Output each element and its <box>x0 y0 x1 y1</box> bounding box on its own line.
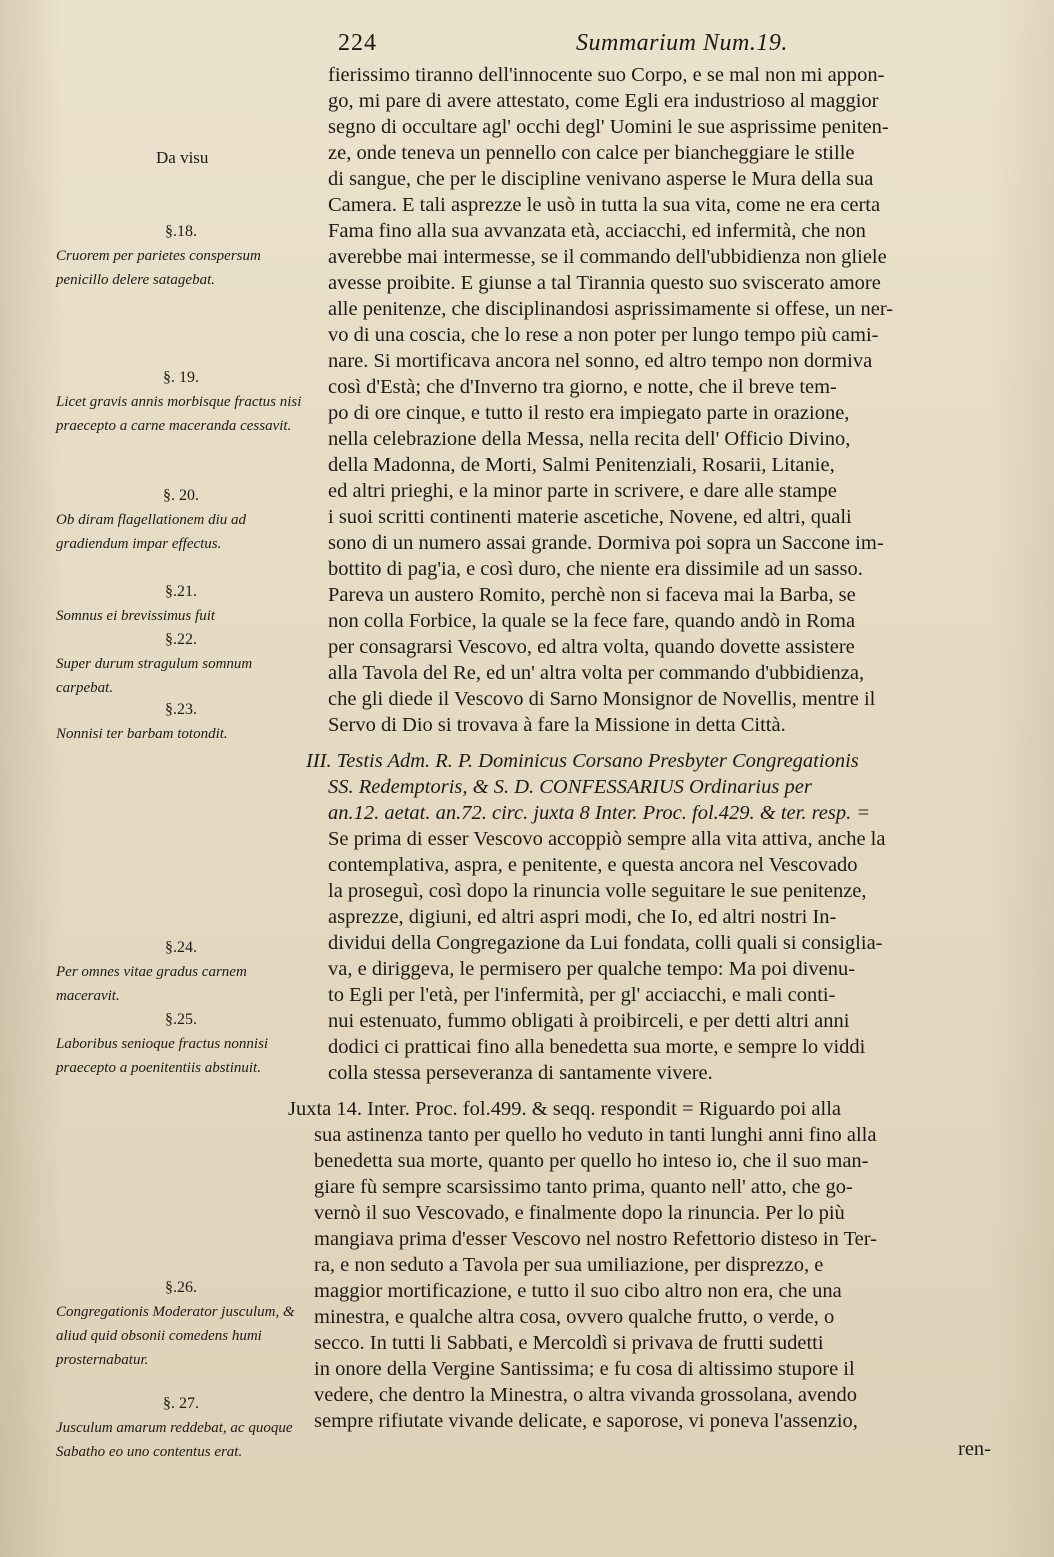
text-line: della Madonna, de Morti, Salmi Penitenziali, Rosarii, Litanie, <box>328 454 835 476</box>
margin-note-text: Super durum stragulum somnum carpebat. <box>56 656 253 696</box>
text-line: sempre rifiutate vivande delicate, e saporose, vi poneva l'assenzio, <box>314 1410 858 1432</box>
text-line: ed altri prieghi, e la minor parte in scrivere, e dare alle stampe <box>328 480 837 502</box>
text-line: nella celebrazione della Messa, nella recita dell' Officio Divino, <box>328 428 851 450</box>
text-line: maggior mortificazione, e tutto il suo cibo altro non era, che una <box>314 1280 842 1302</box>
text-line: vernò il suo Vescovado, e finalmente dopo la rinuncia. Per lo più <box>314 1202 845 1224</box>
margin-note-text: Nonnisi ter barbam totondit. <box>56 726 228 742</box>
margin-note <box>56 936 306 1008</box>
margin-note-text: Per omnes vitae gradus carnem maceravit. <box>56 964 247 1004</box>
margin-note <box>56 580 306 628</box>
margin-note-number: §.22. <box>165 631 197 648</box>
text-line: Se prima di esser Vescovo accoppiò sempre alla vita attiva, anche la <box>328 828 886 850</box>
text-line: così d'Està; che d'Inverno tra giorno, e notte, che il breve tem- <box>328 376 837 398</box>
text-line: sua astinenza tanto per quello ho veduto in tanti lunghi anni fino alla <box>314 1124 877 1146</box>
margin-note-number: §.23. <box>165 701 197 718</box>
text-line: dodici ci pratticai fino alla benedetta sua morte, e sempre lo viddi <box>328 1036 866 1058</box>
text-line: i suoi scritti continenti materie ascetiche, Novene, ed altri, quali <box>328 506 852 528</box>
text-line: giare fù sempre scarsissimo tanto prima, quanto nell' atto, che go- <box>314 1176 853 1198</box>
margin-notes <box>56 60 306 1540</box>
testis-heading-line: an.12. aetat. an.72. circ. juxta 8 Inter. Proc. fol.429. & ter. resp. = <box>328 802 871 824</box>
text-line: to Egli per l'età, per l'infermità, per gl' acciacchi, e mali conti- <box>328 984 836 1006</box>
text-line: in onore della Vergine Santissima; e fu cosa di altissimo stupore il <box>314 1358 855 1380</box>
text-line: alle penitenze, che disciplinandosi asprissimamente si offese, un ner- <box>328 298 894 320</box>
margin-note <box>56 1276 306 1372</box>
margin-note <box>56 628 306 700</box>
margin-note-number: §. 19. <box>163 369 199 386</box>
text-line: che gli diede il Vescovo di Sarno Monsignor de Novellis, mentre il <box>328 688 876 710</box>
margin-note-number: §. 20. <box>163 487 199 504</box>
margin-note <box>56 698 306 746</box>
text-line: segno di occultare agl' occhi degl' Uomini le sue asprissime peniten- <box>328 116 889 138</box>
running-head: Summarium Num.19. <box>576 30 788 56</box>
margin-note <box>56 146 306 170</box>
text-line: colla stessa perseveranza di santamente vivere. <box>328 1062 713 1084</box>
text-line: di sangue, che per le discipline venivano asperse le Mura della sua <box>328 168 874 190</box>
margin-note-number: §.18. <box>165 223 197 240</box>
text-line: benedetta sua morte, quanto per quello ho inteso io, che il suo man- <box>314 1150 869 1172</box>
text-line: secco. In tutti li Sabbati, e Mercoldì si privava de frutti sudetti <box>314 1332 824 1354</box>
margin-note-text: Laboribus senioque fractus nonnisi praecepto a poenitentiis abstinuit. <box>56 1036 269 1076</box>
text-line: alla Tavola del Re, ed un' altra volta per commando d'ubbidienza, <box>328 662 865 684</box>
margin-note-number: §.21. <box>165 583 197 600</box>
text-line: nui estenuato, fummo obligati à proibirceli, e per detti altri anni <box>328 1010 850 1032</box>
text-line: ra, e non seduto a Tavola per sua umiliazione, per disprezzo, e <box>314 1254 824 1276</box>
text-line: Fama fino alla sua avvanzata età, acciacchi, ed infermità, che non <box>328 220 866 242</box>
text-line: asprezze, digiuni, ed altri aspri modi, che Io, ed altri nostri In- <box>328 906 837 928</box>
text-line: contemplativa, aspra, e penitente, e questa ancora nel Vescovado <box>328 854 858 876</box>
margin-note <box>56 484 306 556</box>
margin-note <box>56 1008 306 1080</box>
margin-note-number: §.24. <box>165 939 197 956</box>
text-line: ze, onde teneva un pennello con calce per biancheggiare le stille <box>328 142 855 164</box>
text-line: minestra, e qualche altra cosa, ovvero qualche frutto, o verde, o <box>314 1306 835 1328</box>
text-line: nare. Si mortificava ancora nel sonno, ed altro tempo non dormiva <box>328 350 873 372</box>
juxta-heading-line: Juxta 14. Inter. Proc. fol.499. & seqq. respondit = Riguardo poi alla <box>288 1098 842 1120</box>
text-line: bottito di pag'ia, e così duro, che niente era dissimile ad un sasso. <box>328 558 863 580</box>
margin-note-text: Jusculum amarum reddebat, ac quoque Sabatho eo uno contentus erat. <box>56 1420 293 1460</box>
margin-note-text: Somnus ei brevissimus fuit <box>56 608 216 624</box>
text-line: avesse proibite. E giunse a tal Tirannia questo suo sviscerato amore <box>328 272 881 294</box>
text-line: mangiava prima d'esser Vescovo nel nostro Refettorio disteso in Ter- <box>314 1228 877 1250</box>
text-line: va, e diriggeva, le permisero per qualche tempo: Ma poi divenu- <box>328 958 856 980</box>
text-line: averebbe mai intermesse, se il commando dell'ubbidienza non gliele <box>328 246 887 268</box>
margin-note-text: Ob diram flagellationem diu ad gradiendum impar effectus. <box>56 512 246 552</box>
text-line: non colla Forbice, la quale se la fece fare, quando andò in Roma <box>328 610 856 632</box>
margin-note-number: §. 27. <box>163 1395 199 1412</box>
text-line: per consagrarsi Vescovo, ed altra volta, quando dovette assistere <box>328 636 855 658</box>
margin-note <box>56 366 306 438</box>
testis-heading-line: III. Testis Adm. R. P. Dominicus Corsano Presbyter Congregationis <box>306 750 859 772</box>
text-line: vo di una coscia, che lo rese a non poter per lungo tempo più cami- <box>328 324 879 346</box>
margin-note-number: §.26. <box>165 1279 197 1296</box>
catchword: ren- <box>958 1438 992 1460</box>
text-line: dividui della Congregazione da Lui fondata, colli quali si consiglia- <box>328 932 883 954</box>
margin-note-text: Congregationis Moderator jusculum, & aliud quid obsonii comedens humi prosternabatur. <box>56 1304 295 1368</box>
text-line: vedere, che dentro la Minestra, o altra vivanda grossolana, avendo <box>314 1384 858 1406</box>
text-line: fierissimo tiranno dell'innocente suo Corpo, e se mal non mi appon- <box>328 64 885 86</box>
margin-note <box>56 1392 306 1464</box>
text-line: Pareva un austero Romito, perchè non si faceva mai la Barba, se <box>328 584 856 606</box>
text-line: la proseguì, così dopo la rinuncia volle seguitare le sue penitenze, <box>328 880 867 902</box>
text-line: Servo di Dio si trovava à fare la Missione in detta Città. <box>328 714 786 736</box>
main-text <box>288 62 1024 1532</box>
margin-note-text: Licet gravis annis morbisque fractus nisi praecepto a carne maceranda cessavit. <box>56 394 302 434</box>
page-number: 224 <box>338 30 377 56</box>
text-line: sono di un numero assai grande. Dormiva poi sopra un Saccone im- <box>328 532 884 554</box>
margin-note-text: Cruorem per parietes conspersum penicillo delere satagebat. <box>56 248 261 288</box>
margin-note-number: §.25. <box>165 1011 197 1028</box>
testis-heading-line: SS. Redemptoris, & S. D. CONFESSARIUS Ordinarius per <box>328 776 812 798</box>
text-line: go, mi pare di avere attestato, come Egli era industrioso al maggior <box>328 90 879 112</box>
margin-note-text: Da visu <box>156 148 209 167</box>
margin-note <box>56 220 306 292</box>
text-line: po di ore cinque, e tutto il resto era impiegato parte in orazione, <box>328 402 850 424</box>
text-line: Camera. E tali asprezze le usò in tutta la sua vita, come ne era certa <box>328 194 881 216</box>
page-header <box>338 30 1028 64</box>
